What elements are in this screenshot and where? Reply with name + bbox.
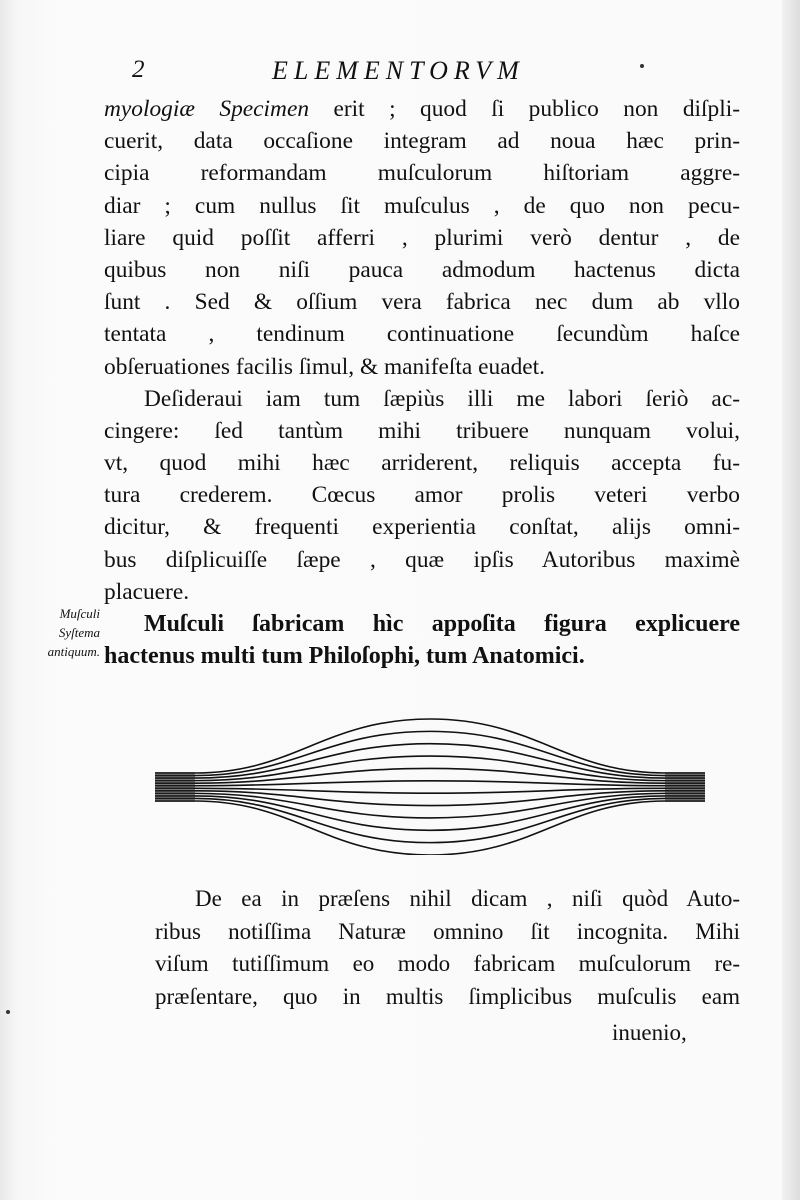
page-number: 2 [132, 56, 145, 83]
muscle-fiber-figure [155, 715, 705, 855]
italic-phrase: myologiæ Specimen [104, 96, 310, 122]
muscle-fibers [155, 719, 705, 855]
text-line: diar ; cum nullus ſit muſculus , de quo non pecu- [104, 192, 740, 219]
main-text [104, 93, 740, 672]
running-head [132, 56, 632, 92]
text-line: ribus notiſſima Naturæ omnino ſit incognita. Mihi [155, 918, 740, 944]
catchword: inuenio, [612, 1020, 687, 1045]
margin-note [20, 604, 100, 661]
margin-note-line: Muſculi [59, 606, 100, 621]
text-line: obſeruationes facilis ſimul, & manifeſta euadet. [104, 353, 546, 380]
text-line: hactenus multi tum Philoſophi, tum Anatomici. [104, 643, 585, 670]
lower-text [155, 883, 740, 1013]
text-line: quibus non niſi pauca admodum hactenus dicta [104, 256, 740, 283]
margin-note-line: antiquum. [47, 644, 100, 659]
tendon-end [665, 772, 705, 802]
page-edge [782, 0, 800, 1200]
running-title: ELEMENTORVM [272, 56, 525, 85]
text-line: bus diſplicuiſſe ſæpe , quæ ipſis Autoribus maximè [104, 546, 740, 573]
text-line: placuere. [104, 578, 190, 605]
text-line: viſum tutiſſimum eo modo fabricam muſculorum re- [155, 951, 740, 976]
text-line: De ea in præſens nihil dicam , niſi quòd Auto- [195, 886, 740, 911]
text-line: dicitur, & frequenti experientia conſtat, alijs omni- [104, 514, 740, 541]
text-line: Deſideraui iam tum ſæpiùs illi me labori ſeriò ac- [144, 385, 740, 412]
muscle-fiber-line [155, 801, 705, 855]
text-line [104, 93, 740, 125]
tendon-end [155, 772, 195, 802]
text-line: cuerit, data occaſione integram ad noua hæc prin- [104, 128, 740, 155]
text-span: erit ; quod ſi publico non diſpli- [309, 96, 740, 122]
margin-note-line: Syſtema [58, 625, 100, 640]
muscle-fiber-line [155, 719, 705, 773]
text-line: præſentare, quo in multis ſimplicibus muſculis eam [155, 983, 740, 1009]
text-line: tura crederem. Cœcus amor prolis veteri verbo [104, 482, 740, 509]
text-line: tentata , tendinum continuatione ſecundùm haſce [104, 321, 740, 348]
ink-speck [6, 1010, 10, 1014]
text-line: ſunt . Sed & oſſium vera fabrica nec dum ab vllo [104, 289, 740, 316]
text-line: cipia reformandam muſculorum hiſtoriam aggre- [104, 160, 740, 187]
text-line: vt, quod mihi hæc arriderent, reliquis accepta fu- [104, 450, 740, 477]
text-line: Muſculi ſabricam hìc appoſita figura explicuere [144, 611, 740, 637]
ink-speck [640, 64, 644, 68]
text-line: liare quid poſſit afferri , plurimi verò dentur , de [104, 224, 740, 251]
text-line: cingere: ſed tantùm mihi tribuere nunquam volui, [104, 417, 740, 444]
